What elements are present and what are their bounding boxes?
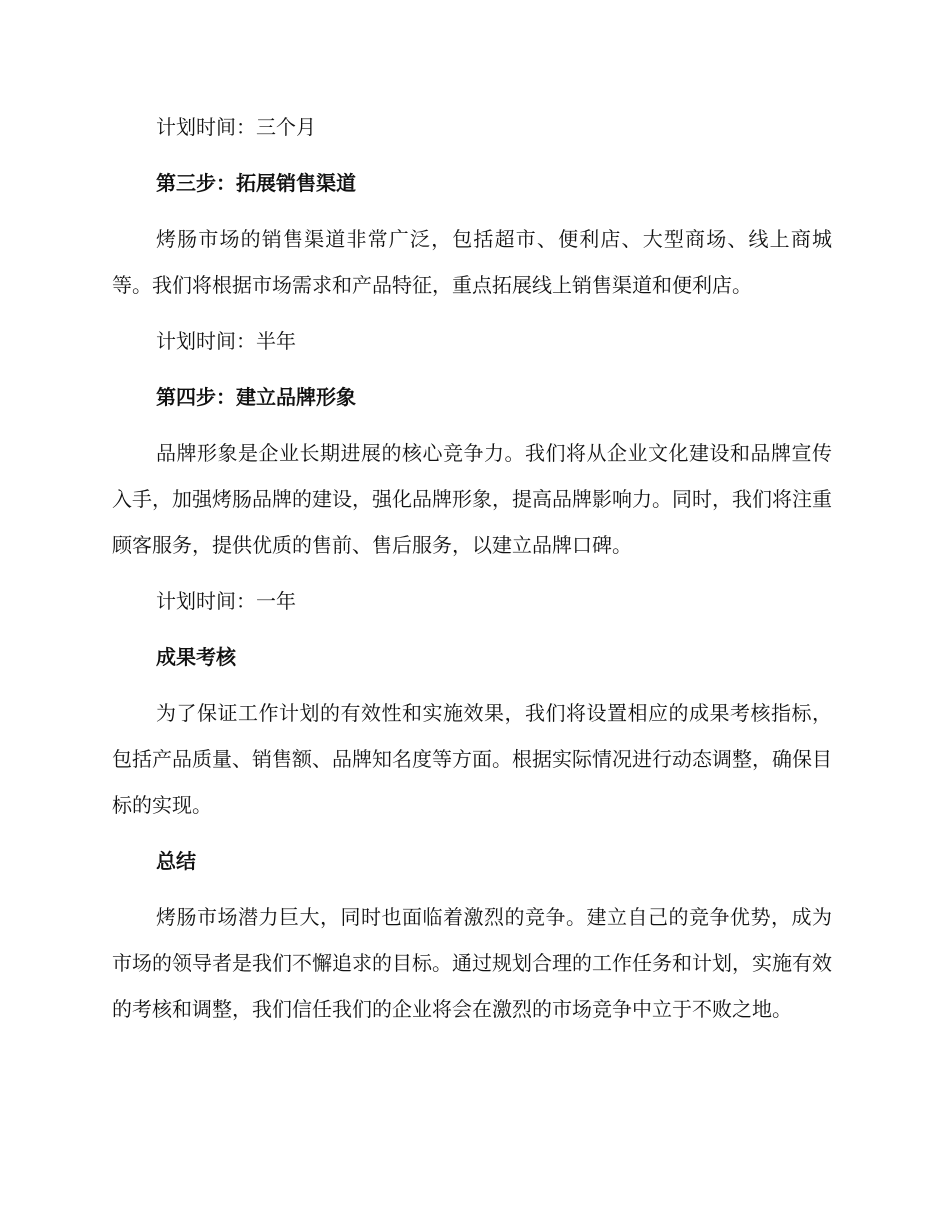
step-four-paragraph: 品牌形象是企业长期进展的核心竞争力。我们将从企业文化建设和品牌宣传入手，加强烤肠品牌的建设，强化品牌形象，提高品牌影响力。同时，我们将注重顾客服务，提供优质的售前、售后服务，以建立品牌口碑。 bbox=[112, 441, 832, 557]
summary-paragraph: 烤肠市场潜力巨大，同时也面临着激烈的竞争。建立自己的竞争优势，成为市场的领导者是我们不懈追求的目标。通过规划合理的工作任务和计划，实施有效的考核和调整，我们信任我们的企业将会在激烈的市场竞争中立于不败之地。 bbox=[112, 905, 832, 1021]
plan-time-one-year: 计划时间：一年 bbox=[156, 589, 296, 613]
plan-time-three-months: 计划时间：三个月 bbox=[156, 115, 316, 139]
assessment-heading: 成果考核 bbox=[156, 645, 236, 669]
step-three-paragraph: 烤肠市场的销售渠道非常广泛，包括超市、便利店、大型商场、线上商城等。我们将根据市场需求和产品特征，重点拓展线上销售渠道和便利店。 bbox=[112, 227, 832, 297]
summary-heading: 总结 bbox=[156, 849, 196, 873]
document-page bbox=[112, 104, 832, 1032]
step-four-heading: 第四步：建立品牌形象 bbox=[156, 385, 356, 409]
plan-time-half-year: 计划时间：半年 bbox=[156, 329, 296, 353]
assessment-paragraph: 为了保证工作计划的有效性和实施效果，我们将设置相应的成果考核指标，包括产品质量、销售额、品牌知名度等方面。根据实际情况进行动态调整，确保目标的实现。 bbox=[112, 701, 832, 817]
step-three-heading: 第三步：拓展销售渠道 bbox=[156, 171, 356, 195]
